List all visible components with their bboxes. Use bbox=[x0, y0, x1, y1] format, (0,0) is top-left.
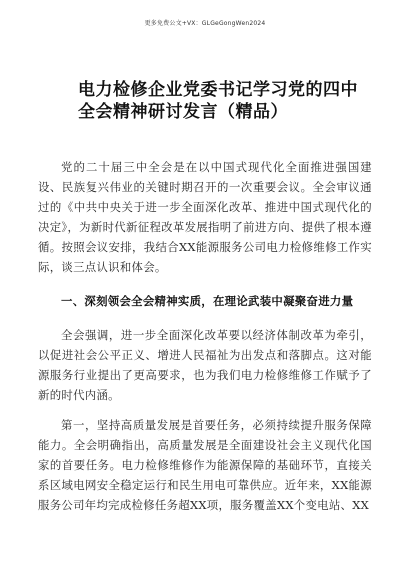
page-header: 更多免费公文+VX：GLGeGongWen2024 bbox=[144, 20, 266, 27]
title-line-2: 全会精神研讨发言（精品） bbox=[78, 102, 288, 122]
document-title bbox=[38, 79, 372, 123]
paragraph-intro: 党的二十届三中全会是在以中国式现代化全面推进强国建设、民族复兴伟业的关键时期召开的一次重要会议。全会审议通过的《中共中央关于进一步全面深化改革、推进中国式现代化的决定》，为新时代新征程改革发展指明了前进方向、提供了根本遵循。按照会议安排，我结合XX能源服务公司电力检修维修工作实际，谈三点认识和体会。 bbox=[38, 160, 372, 274]
paragraph-2: 全会强调，进一步全面深化改革要以经济体制改革为牵引，以促进社会公平正义、增进人民福祉为出发点和落脚点。这对能源服务行业提出了更高要求，也为我们电力检修维修工作赋予了新的时代内涵。 bbox=[38, 328, 372, 402]
paragraph-3: 第一，坚持高质量发展是首要任务，必须持续提升服务保障能力。全会明确指出，高质量发展是全面建设社会主义现代化国家的首要任务。电力检修维修作为能源保障的基础环节，直接关系区域电网安全稳定运行和民生用电可靠供应。近年来，XX能源服务公司年均完成检修任务超XX项，服务覆盖XX个变电站、XX bbox=[38, 418, 372, 512]
section-heading-1: 一、深刻领会全会精神实质，在理论武装中凝聚奋进力量 bbox=[61, 294, 354, 308]
title-line-1: 电力检修企业党委书记学习党的四中 bbox=[78, 80, 358, 100]
